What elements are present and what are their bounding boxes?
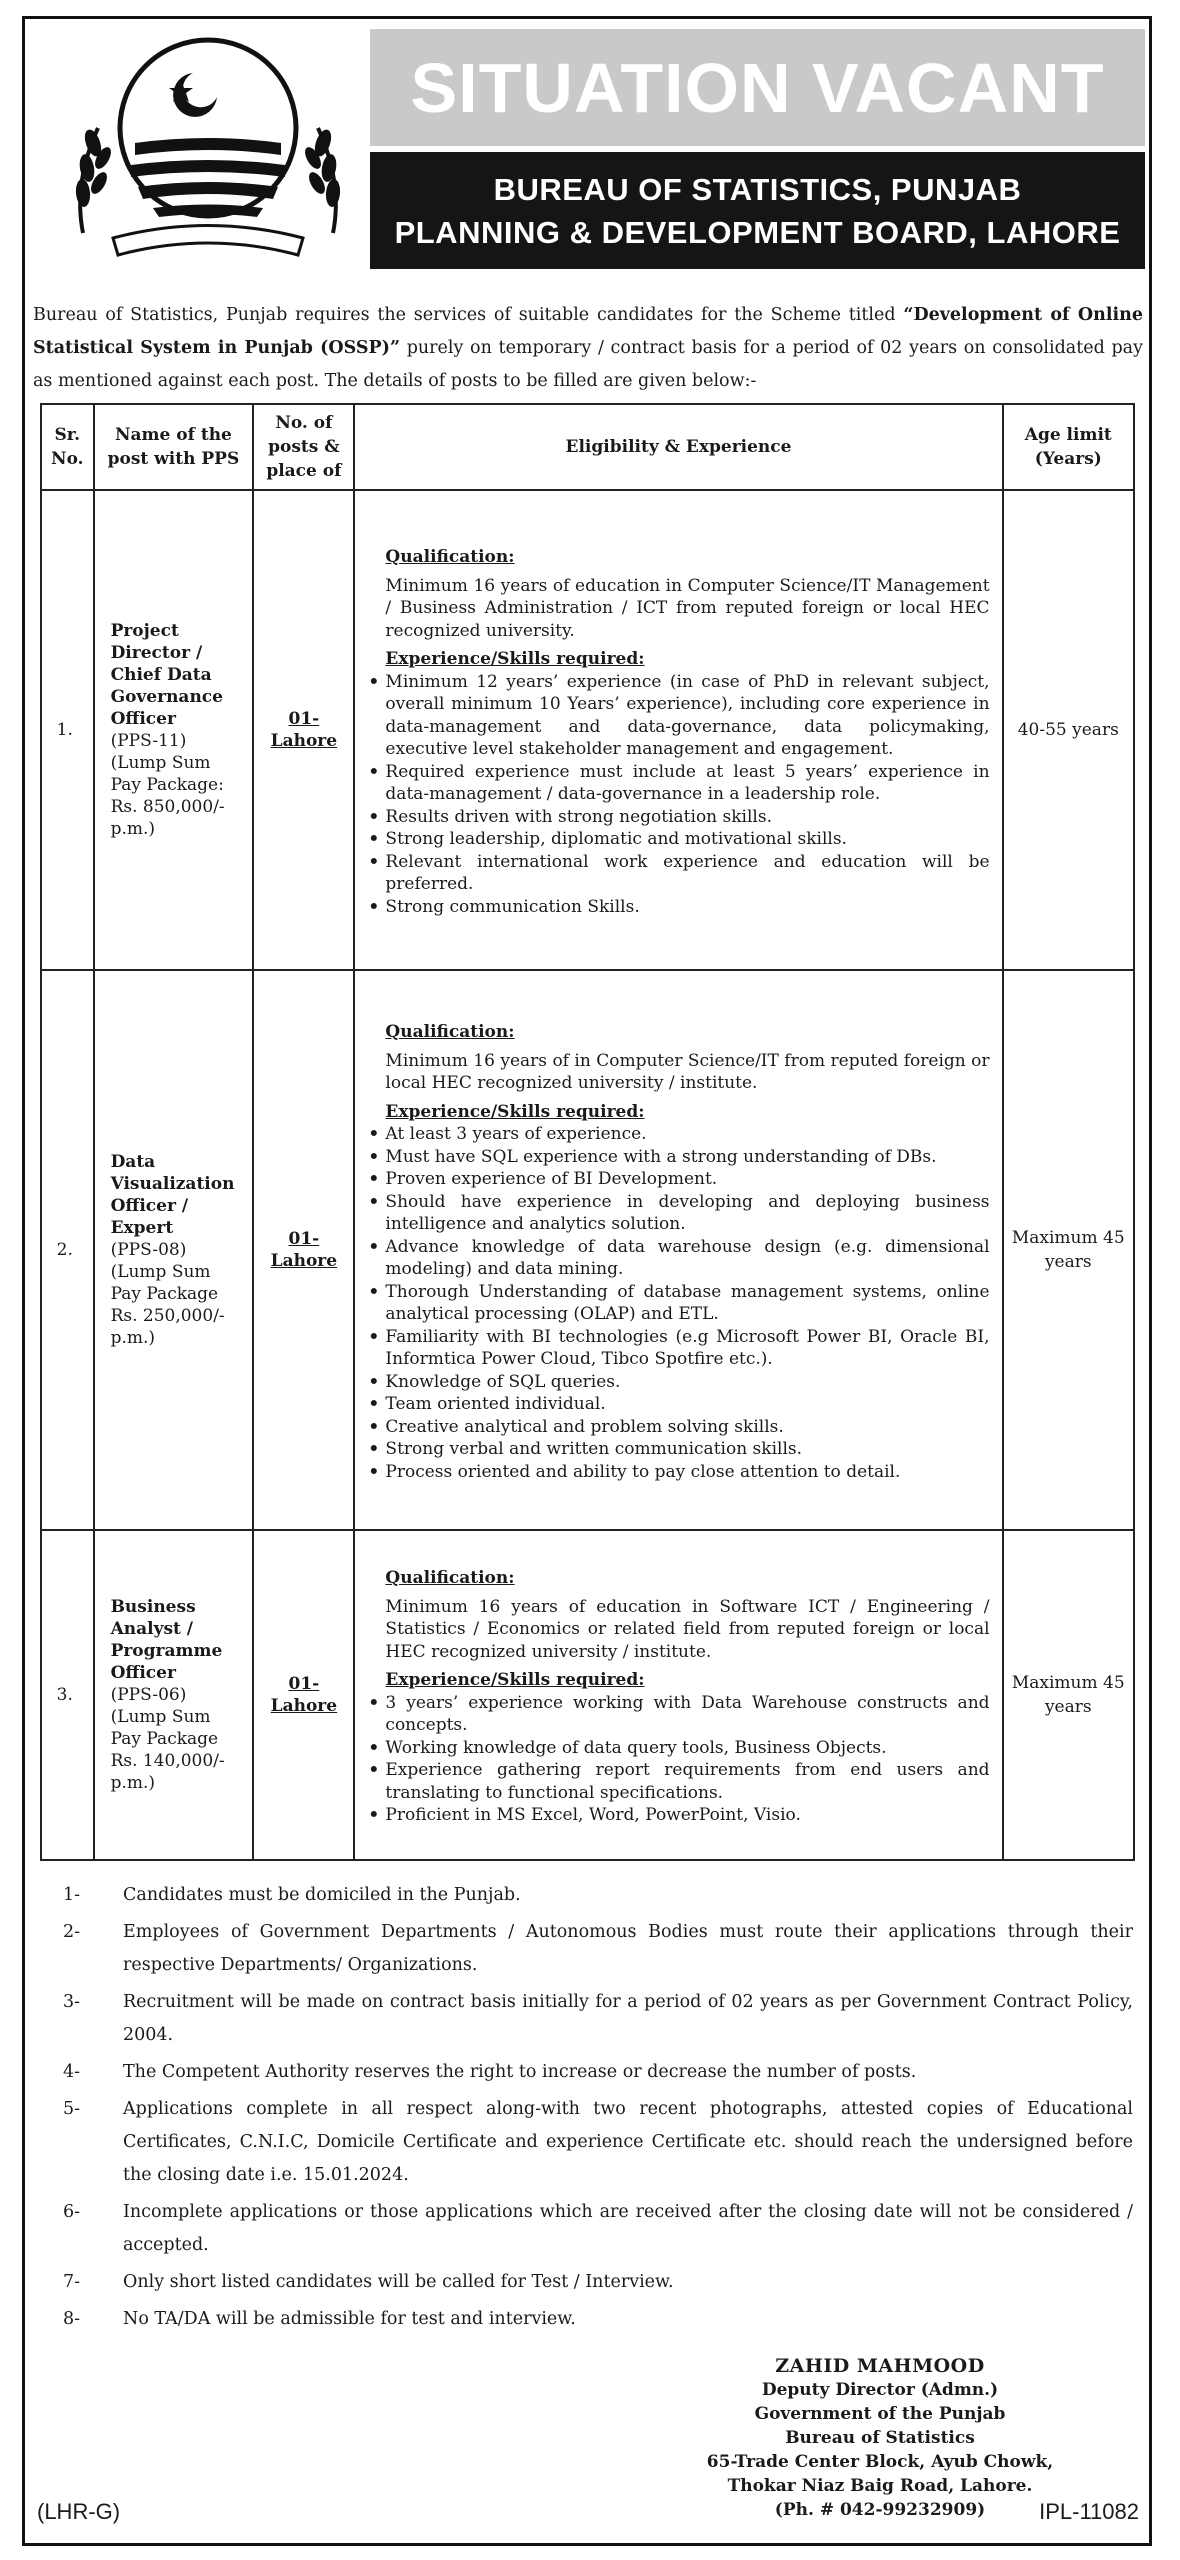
signature-block [645, 2354, 1115, 2522]
ad-title: SITUATION VACANT [410, 48, 1105, 127]
skill-item: • Knowledge of SQL queries. [385, 1371, 989, 1394]
cell-posts-place: 01- Lahore [253, 1530, 354, 1860]
skill-item: • Working knowledge of data query tools, Business Objects. [385, 1737, 989, 1760]
skills-list [365, 1123, 989, 1483]
skill-item: • Process oriented and ability to pay close attention to detail. [385, 1461, 989, 1484]
signatory-designation: Deputy Director (Admn.) [761, 2380, 999, 2400]
table-row [41, 1530, 1134, 1860]
col-header-age: Age limit (Years) [1003, 404, 1134, 490]
cell-post-name [94, 1530, 254, 1860]
address-line-4: Thokar Niaz Baig Road, Lahore. [727, 2476, 1033, 2496]
skill-item: • Required experience must include at least 5 years’ experience in data-management / data-governance in a leadership role. [385, 761, 989, 806]
skill-item: • 3 years’ experience working with Data Warehouse constructs and concepts. [385, 1692, 989, 1737]
cell-sr: 1. [41, 490, 94, 970]
condition-text: Only short listed candidates will be called for Test / Interview. [123, 2272, 674, 2292]
posts-table-body [41, 490, 1134, 1860]
skills-list [365, 1692, 989, 1827]
punjab-government-logo [43, 33, 373, 263]
skills-list [365, 671, 989, 919]
post-pay: (Lump Sum Pay Package Rs. 250,000/- p.m.) [110, 1262, 225, 1348]
footer-code-right: IPL-11082 [1039, 2499, 1139, 2524]
cell-eligibility [354, 1530, 1002, 1860]
intro-text-2: purely on temporary / contract basis for a period of 02 years on consolidated pay as mentioned against each post. The details of posts to be filled are given below:- [33, 337, 1143, 391]
cell-sr: 2. [41, 970, 94, 1530]
col-header-posts: No. of posts & place of [253, 404, 354, 490]
condition-text: Incomplete applications or those applications which are received after the closing date will not be considered / accepted. [123, 2202, 1133, 2255]
table-row [41, 970, 1134, 1530]
org-line-1: BUREAU OF STATISTICS, PUNJAB [493, 171, 1022, 207]
wheat-left-icon [75, 127, 114, 233]
qualification-text: Minimum 16 years of in Computer Science/IT from reputed foreign or local HEC recognized university / institute. [385, 1050, 990, 1093]
table-row [41, 490, 1134, 970]
situation-vacant-banner [370, 29, 1145, 146]
condition-text: Applications complete in all respect along-with two recent photographs, attested copies of Educational Certificates, C.N.I.C, Domicile Certificate and experience Certificate etc. should reach the undersigned before the closing date i.e. 15.01.2024. [123, 2099, 1133, 2185]
skill-item: • Minimum 12 years’ experience (in case of PhD in relevant subject, overall minimum 10 Years’ experience), including core experience in data-management and data-governance, data policymaking, executive level stakeholder management and engagement. [385, 671, 989, 761]
crescent-star-icon [120, 40, 296, 217]
condition-text: Employees of Government Departments / Autonomous Bodies must route their applications through their respective Departments/ Organizations. [123, 1922, 1133, 1975]
cell-sr: 3. [41, 1530, 94, 1860]
skill-item: • At least 3 years of experience. [385, 1123, 989, 1146]
cell-post-name [94, 490, 254, 970]
condition-number: 3- [63, 1992, 81, 2012]
skill-item: • Relevant international work experience and education will be preferred. [385, 851, 989, 896]
phone-number: (Ph. # 042-99232909) [774, 2500, 986, 2520]
condition-item [63, 2056, 1133, 2089]
experience-heading: Experience/Skills required: [385, 1670, 645, 1691]
condition-number: 7- [63, 2272, 81, 2292]
condition-number: 4- [63, 2062, 81, 2082]
table-header-row [41, 404, 1134, 490]
skill-item: • Team oriented individual. [385, 1393, 989, 1416]
condition-item [63, 2303, 1133, 2336]
condition-text: The Competent Authority reserves the right to increase or decrease the number of posts. [123, 2062, 917, 2082]
organization-banner [370, 152, 1145, 269]
post-pps: (PPS-08) [110, 1240, 187, 1260]
condition-number: 2- [63, 1922, 81, 1942]
address-line-3: 65-Trade Center Block, Ayub Chowk, [706, 2452, 1054, 2472]
col-header-eligibility: Eligibility & Experience [354, 404, 1002, 490]
col-header-name: Name of the post with PPS [94, 404, 254, 490]
qualification-heading: Qualification: [385, 547, 515, 567]
cell-post-name [94, 970, 254, 1530]
footer-code-left: (LHR-G) [37, 2499, 121, 2524]
cell-age-limit: 40-55 years [1003, 490, 1134, 970]
skill-item: • Advance knowledge of data warehouse design (e.g. dimensional modeling) and data mining. [385, 1236, 989, 1281]
post-pay: (Lump Sum Pay Package: Rs. 850,000/- p.m.) [110, 753, 225, 839]
condition-item [63, 1879, 1133, 1912]
condition-number: 5- [63, 2099, 81, 2119]
cell-age-limit: Maximum 45 years [1003, 1530, 1134, 1860]
condition-text: No TA/DA will be admissible for test and interview. [123, 2309, 576, 2329]
conditions-list [63, 1879, 1133, 2340]
experience-heading: Experience/Skills required: [385, 1101, 645, 1122]
skill-item: • Strong verbal and written communication skills. [385, 1438, 989, 1461]
col-header-sr: Sr. No. [41, 404, 94, 490]
skill-item: • Proven experience of BI Development. [385, 1168, 989, 1191]
skill-item: • Proficient in MS Excel, Word, PowerPoint, Visio. [385, 1804, 989, 1827]
qualification-heading: Qualification: [385, 1022, 515, 1042]
intro-paragraph [33, 299, 1143, 398]
skill-item: • Results driven with strong negotiation skills. [385, 806, 989, 829]
address-line-1: Government of the Punjab [754, 2404, 1006, 2424]
skill-item: • Should have experience in developing and deploying business intelligence and analytics solution. [385, 1191, 989, 1236]
cell-eligibility [354, 970, 1002, 1530]
post-pps: (PPS-11) [110, 731, 187, 751]
intro-text-1: Bureau of Statistics, Punjab requires the services of suitable candidates for the Scheme titled [33, 304, 904, 325]
skill-item: • Creative analytical and problem solving skills. [385, 1416, 989, 1439]
cell-eligibility [354, 490, 1002, 970]
post-title: Data Visualization Officer / Expert [110, 1152, 235, 1238]
skill-item: • Familiarity with BI technologies (e.g Microsoft Power BI, Oracle BI, Informtica Power Cloud, Tibco Spotfire etc.). [385, 1326, 989, 1371]
signatory-name: ZAHID MAHMOOD [775, 2355, 985, 2377]
cell-age-limit: Maximum 45 years [1003, 970, 1134, 1530]
skill-item: • Experience gathering report requirements from end users and translating to functional specifications. [385, 1759, 989, 1804]
condition-item [63, 1916, 1133, 1982]
experience-heading: Experience/Skills required: [385, 649, 645, 669]
condition-item [63, 2266, 1133, 2299]
condition-item [63, 2093, 1133, 2192]
ribbon-icon [113, 226, 303, 256]
skill-item: • Strong communication Skills. [385, 896, 989, 919]
post-pps: (PPS-06) [110, 1685, 187, 1705]
cell-posts-place: 01- Lahore [253, 970, 354, 1530]
org-line-2: PLANNING & DEVELOPMENT BOARD, LAHORE [394, 214, 1121, 250]
condition-number: 6- [63, 2202, 81, 2222]
condition-number: 8- [63, 2309, 81, 2329]
qualification-text: Minimum 16 years of education in Computer Science/IT Management / Business Administration / ICT from reputed foreign or local HEC recognized university. [385, 575, 990, 641]
condition-item [63, 1986, 1133, 2052]
post-title: Business Analyst / Programme Officer [110, 1597, 223, 1683]
advertisement-page [22, 16, 1152, 2546]
skill-item: • Thorough Understanding of database management systems, online analytical processing (OLAP) and ETL. [385, 1281, 989, 1326]
condition-item [63, 2196, 1133, 2262]
skill-item: • Must have SQL experience with a strong understanding of DBs. [385, 1146, 989, 1169]
qualification-text: Minimum 16 years of education in Software ICT / Engineering / Statistics / Economics or related field from reputed foreign or local HEC recognized university / institute. [385, 1596, 990, 1662]
scheme-title: “Development of Online Statistical System in Punjab (OSSP)” [33, 304, 1144, 358]
condition-text: Candidates must be domiciled in the Punjab. [123, 1885, 521, 1905]
address-line-2: Bureau of Statistics [785, 2428, 975, 2448]
skill-item: • Strong leadership, diplomatic and motivational skills. [385, 828, 989, 851]
condition-number: 1- [63, 1885, 81, 1905]
posts-table [40, 403, 1135, 1861]
qualification-heading: Qualification: [385, 1568, 515, 1589]
post-title: Project Director / Chief Data Governance Officer [110, 621, 223, 729]
cell-posts-place: 01- Lahore [253, 490, 354, 970]
wheat-right-icon [302, 127, 341, 233]
post-pay: (Lump Sum Pay Package Rs. 140,000/- p.m.) [110, 1707, 225, 1793]
condition-text: Recruitment will be made on contract basis initially for a period of 02 years as per Government Contract Policy, 2004. [123, 1992, 1133, 2045]
